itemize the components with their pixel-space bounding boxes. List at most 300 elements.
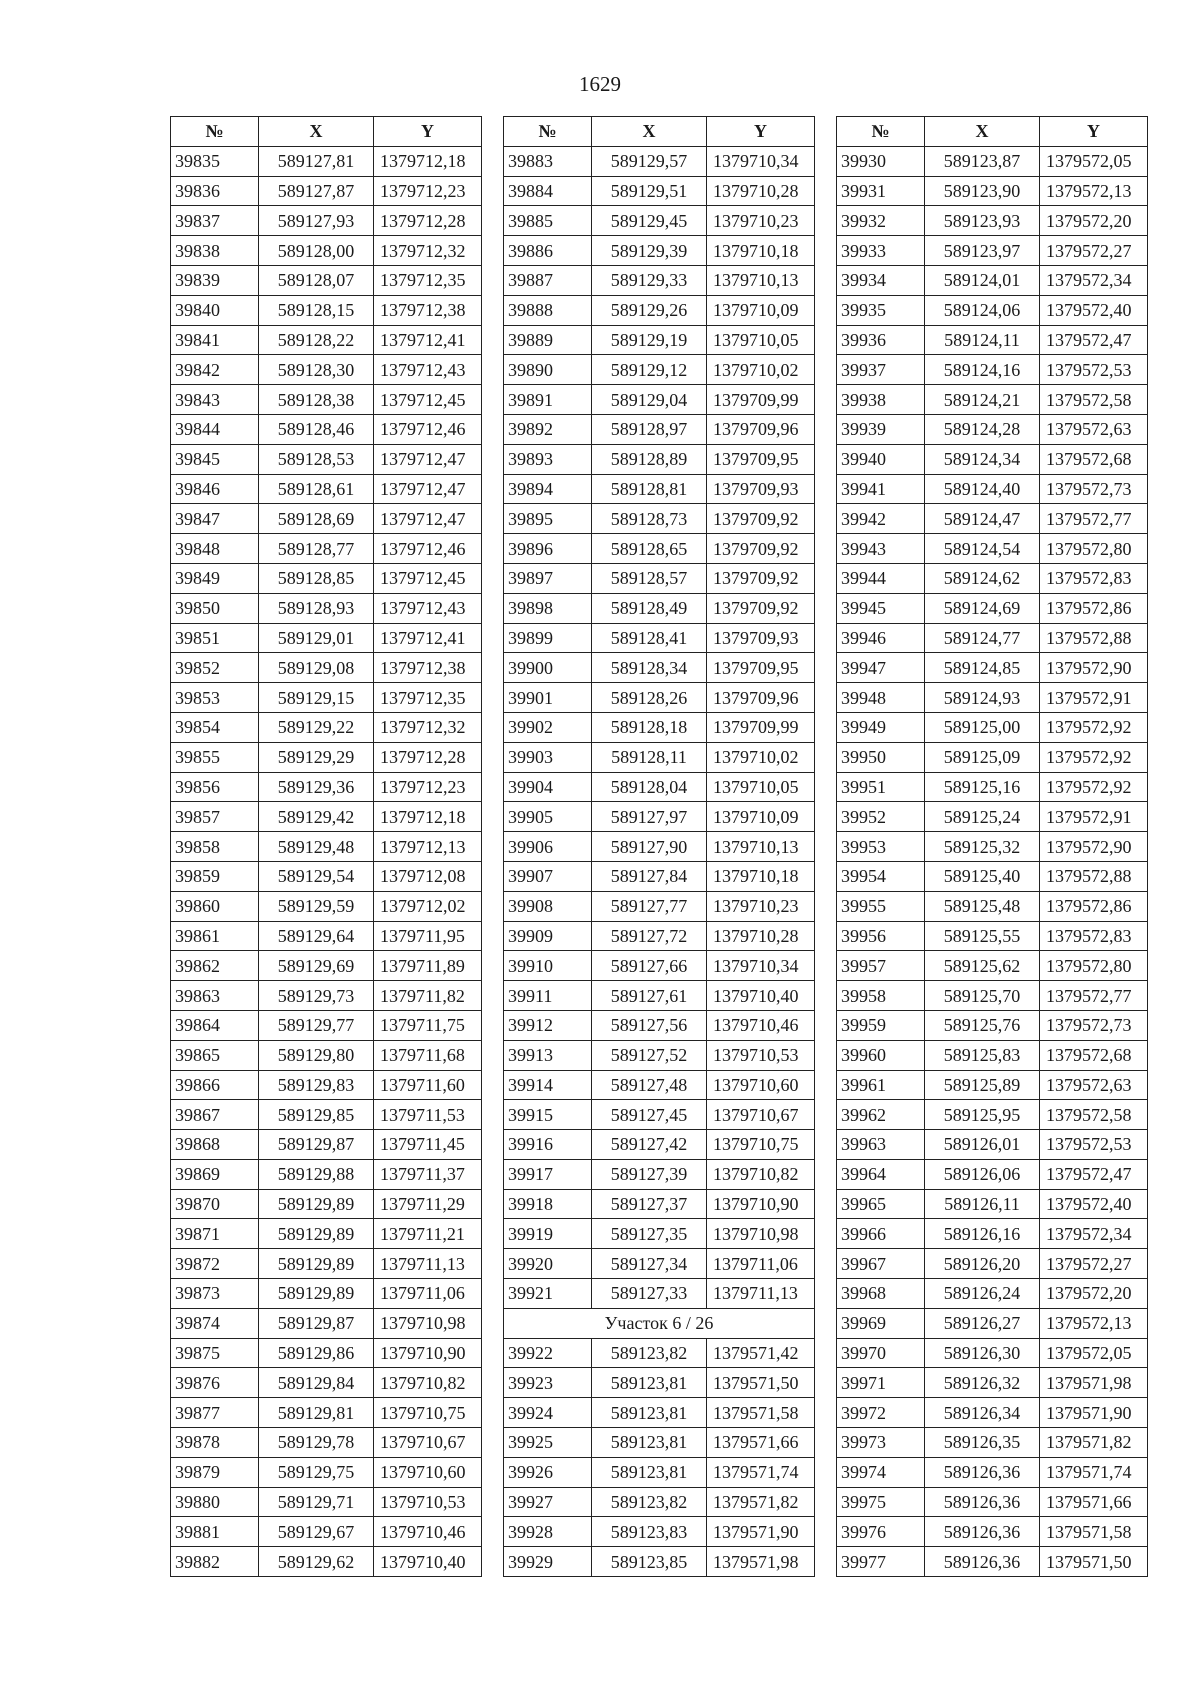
point-number-cell: 39835 xyxy=(171,146,259,176)
table-row xyxy=(837,683,1148,713)
y-coordinate-cell: 1379712,41 xyxy=(374,325,482,355)
table-row xyxy=(837,1070,1148,1100)
point-number-cell: 39875 xyxy=(171,1338,259,1368)
x-coordinate-cell: 589126,01 xyxy=(925,1130,1040,1160)
point-number-cell: 39921 xyxy=(504,1279,592,1309)
y-coordinate-cell: 1379572,92 xyxy=(1040,712,1148,742)
table-row xyxy=(504,1428,815,1458)
y-coordinate-cell: 1379571,58 xyxy=(707,1398,815,1428)
y-coordinate-cell: 1379572,91 xyxy=(1040,683,1148,713)
point-number-cell: 39849 xyxy=(171,563,259,593)
y-coordinate-cell: 1379712,32 xyxy=(374,712,482,742)
point-number-cell: 39941 xyxy=(837,474,925,504)
table-row xyxy=(171,1189,482,1219)
point-number-cell: 39901 xyxy=(504,683,592,713)
y-coordinate-cell: 1379710,09 xyxy=(707,802,815,832)
table-row xyxy=(171,146,482,176)
table-row xyxy=(504,1070,815,1100)
x-coordinate-cell: 589129,87 xyxy=(259,1130,374,1160)
y-coordinate-cell: 1379712,23 xyxy=(374,772,482,802)
table-row xyxy=(504,861,815,891)
y-coordinate-cell: 1379712,28 xyxy=(374,742,482,772)
x-coordinate-cell: 589129,77 xyxy=(259,1010,374,1040)
table-row xyxy=(837,206,1148,236)
table-row xyxy=(837,1368,1148,1398)
point-number-cell: 39845 xyxy=(171,444,259,474)
table-row xyxy=(837,1249,1148,1279)
table-row xyxy=(171,206,482,236)
x-coordinate-cell: 589126,11 xyxy=(925,1189,1040,1219)
x-coordinate-cell: 589123,81 xyxy=(592,1368,707,1398)
x-coordinate-cell: 589128,61 xyxy=(259,474,374,504)
x-coordinate-cell: 589128,22 xyxy=(259,325,374,355)
y-coordinate-cell: 1379711,21 xyxy=(374,1219,482,1249)
y-coordinate-cell: 1379572,58 xyxy=(1040,385,1148,415)
x-coordinate-cell: 589129,78 xyxy=(259,1428,374,1458)
y-coordinate-cell: 1379572,53 xyxy=(1040,355,1148,385)
y-coordinate-cell: 1379710,75 xyxy=(707,1130,815,1160)
table-row xyxy=(504,623,815,653)
table-row xyxy=(171,1457,482,1487)
y-coordinate-cell: 1379572,73 xyxy=(1040,474,1148,504)
table-row xyxy=(837,504,1148,534)
section-label: Участок 6 / 26 xyxy=(504,1308,815,1338)
point-number-cell: 39944 xyxy=(837,563,925,593)
x-coordinate-cell: 589129,80 xyxy=(259,1040,374,1070)
y-coordinate-cell: 1379710,98 xyxy=(707,1219,815,1249)
x-coordinate-cell: 589126,36 xyxy=(925,1457,1040,1487)
x-coordinate-cell: 589125,62 xyxy=(925,951,1040,981)
header-y: Y xyxy=(374,117,482,147)
table-row xyxy=(837,653,1148,683)
point-number-cell: 39950 xyxy=(837,742,925,772)
coordinates-table-3 xyxy=(836,116,1148,1577)
x-coordinate-cell: 589127,42 xyxy=(592,1130,707,1160)
table-row xyxy=(504,1457,815,1487)
table-row xyxy=(171,1130,482,1160)
y-coordinate-cell: 1379711,53 xyxy=(374,1100,482,1130)
x-coordinate-cell: 589127,52 xyxy=(592,1040,707,1070)
point-number-cell: 39919 xyxy=(504,1219,592,1249)
point-number-cell: 39912 xyxy=(504,1010,592,1040)
x-coordinate-cell: 589128,81 xyxy=(592,474,707,504)
point-number-cell: 39873 xyxy=(171,1279,259,1309)
y-coordinate-cell: 1379710,75 xyxy=(374,1398,482,1428)
point-number-cell: 39957 xyxy=(837,951,925,981)
x-coordinate-cell: 589123,90 xyxy=(925,176,1040,206)
x-coordinate-cell: 589127,56 xyxy=(592,1010,707,1040)
header-x: X xyxy=(592,117,707,147)
table-row xyxy=(504,1040,815,1070)
table-row xyxy=(171,1249,482,1279)
x-coordinate-cell: 589124,77 xyxy=(925,623,1040,653)
y-coordinate-cell: 1379709,95 xyxy=(707,444,815,474)
table-row xyxy=(171,1338,482,1368)
point-number-cell: 39857 xyxy=(171,802,259,832)
table-row xyxy=(504,1219,815,1249)
table-row xyxy=(171,1279,482,1309)
y-coordinate-cell: 1379710,18 xyxy=(707,861,815,891)
x-coordinate-cell: 589129,54 xyxy=(259,861,374,891)
table-row xyxy=(171,444,482,474)
y-coordinate-cell: 1379711,06 xyxy=(707,1249,815,1279)
y-coordinate-cell: 1379572,34 xyxy=(1040,1219,1148,1249)
point-number-cell: 39951 xyxy=(837,772,925,802)
y-coordinate-cell: 1379572,47 xyxy=(1040,325,1148,355)
y-coordinate-cell: 1379572,58 xyxy=(1040,1100,1148,1130)
table-row xyxy=(837,1338,1148,1368)
x-coordinate-cell: 589129,36 xyxy=(259,772,374,802)
point-number-cell: 39961 xyxy=(837,1070,925,1100)
y-coordinate-cell: 1379711,95 xyxy=(374,921,482,951)
table-row xyxy=(504,1249,815,1279)
y-coordinate-cell: 1379710,02 xyxy=(707,742,815,772)
point-number-cell: 39874 xyxy=(171,1308,259,1338)
y-coordinate-cell: 1379572,86 xyxy=(1040,593,1148,623)
table-row xyxy=(171,325,482,355)
y-coordinate-cell: 1379571,98 xyxy=(1040,1368,1148,1398)
table-row xyxy=(171,236,482,266)
y-coordinate-cell: 1379712,45 xyxy=(374,563,482,593)
point-number-cell: 39916 xyxy=(504,1130,592,1160)
x-coordinate-cell: 589127,39 xyxy=(592,1159,707,1189)
table-row xyxy=(837,1219,1148,1249)
point-number-cell: 39928 xyxy=(504,1517,592,1547)
x-coordinate-cell: 589128,89 xyxy=(592,444,707,474)
header-number: № xyxy=(171,117,259,147)
header-number: № xyxy=(504,117,592,147)
point-number-cell: 39955 xyxy=(837,891,925,921)
x-coordinate-cell: 589129,08 xyxy=(259,653,374,683)
table-row xyxy=(504,1338,815,1368)
table-row xyxy=(837,832,1148,862)
point-number-cell: 39897 xyxy=(504,563,592,593)
x-coordinate-cell: 589128,69 xyxy=(259,504,374,534)
point-number-cell: 39859 xyxy=(171,861,259,891)
y-coordinate-cell: 1379572,27 xyxy=(1040,236,1148,266)
table-row xyxy=(171,474,482,504)
y-coordinate-cell: 1379712,02 xyxy=(374,891,482,921)
x-coordinate-cell: 589129,26 xyxy=(592,295,707,325)
y-coordinate-cell: 1379572,90 xyxy=(1040,832,1148,862)
x-coordinate-cell: 589128,85 xyxy=(259,563,374,593)
table-row xyxy=(171,1368,482,1398)
table-row xyxy=(504,891,815,921)
point-number-cell: 39868 xyxy=(171,1130,259,1160)
table-row xyxy=(171,176,482,206)
table-row xyxy=(504,146,815,176)
point-number-cell: 39924 xyxy=(504,1398,592,1428)
y-coordinate-cell: 1379572,73 xyxy=(1040,1010,1148,1040)
table-row xyxy=(171,861,482,891)
y-coordinate-cell: 1379572,90 xyxy=(1040,653,1148,683)
point-number-cell: 39876 xyxy=(171,1368,259,1398)
point-number-cell: 39977 xyxy=(837,1547,925,1577)
x-coordinate-cell: 589123,82 xyxy=(592,1338,707,1368)
point-number-cell: 39890 xyxy=(504,355,592,385)
x-coordinate-cell: 589128,57 xyxy=(592,563,707,593)
x-coordinate-cell: 589129,75 xyxy=(259,1457,374,1487)
x-coordinate-cell: 589124,85 xyxy=(925,653,1040,683)
table-row xyxy=(837,1457,1148,1487)
y-coordinate-cell: 1379572,88 xyxy=(1040,623,1148,653)
point-number-cell: 39962 xyxy=(837,1100,925,1130)
point-number-cell: 39930 xyxy=(837,146,925,176)
y-coordinate-cell: 1379572,92 xyxy=(1040,742,1148,772)
y-coordinate-cell: 1379712,18 xyxy=(374,146,482,176)
table-row xyxy=(837,444,1148,474)
point-number-cell: 39975 xyxy=(837,1487,925,1517)
point-number-cell: 39837 xyxy=(171,206,259,236)
header-x: X xyxy=(259,117,374,147)
table-row xyxy=(504,1159,815,1189)
table-row xyxy=(504,355,815,385)
point-number-cell: 39884 xyxy=(504,176,592,206)
y-coordinate-cell: 1379710,05 xyxy=(707,772,815,802)
y-coordinate-cell: 1379571,82 xyxy=(1040,1428,1148,1458)
point-number-cell: 39880 xyxy=(171,1487,259,1517)
x-coordinate-cell: 589129,04 xyxy=(592,385,707,415)
x-coordinate-cell: 589128,07 xyxy=(259,265,374,295)
x-coordinate-cell: 589128,26 xyxy=(592,683,707,713)
x-coordinate-cell: 589128,49 xyxy=(592,593,707,623)
table-row xyxy=(171,742,482,772)
x-coordinate-cell: 589128,97 xyxy=(592,414,707,444)
point-number-cell: 39862 xyxy=(171,951,259,981)
point-number-cell: 39855 xyxy=(171,742,259,772)
x-coordinate-cell: 589126,30 xyxy=(925,1338,1040,1368)
x-coordinate-cell: 589127,35 xyxy=(592,1219,707,1249)
x-coordinate-cell: 589129,12 xyxy=(592,355,707,385)
x-coordinate-cell: 589129,71 xyxy=(259,1487,374,1517)
y-coordinate-cell: 1379710,34 xyxy=(707,951,815,981)
x-coordinate-cell: 589127,90 xyxy=(592,832,707,862)
y-coordinate-cell: 1379711,68 xyxy=(374,1040,482,1070)
y-coordinate-cell: 1379710,13 xyxy=(707,832,815,862)
point-number-cell: 39899 xyxy=(504,623,592,653)
point-number-cell: 39872 xyxy=(171,1249,259,1279)
y-coordinate-cell: 1379712,41 xyxy=(374,623,482,653)
point-number-cell: 39958 xyxy=(837,981,925,1011)
x-coordinate-cell: 589129,88 xyxy=(259,1159,374,1189)
x-coordinate-cell: 589129,64 xyxy=(259,921,374,951)
y-coordinate-cell: 1379572,05 xyxy=(1040,146,1148,176)
y-coordinate-cell: 1379712,47 xyxy=(374,474,482,504)
table-row xyxy=(504,593,815,623)
y-coordinate-cell: 1379709,92 xyxy=(707,563,815,593)
y-coordinate-cell: 1379710,53 xyxy=(374,1487,482,1517)
point-number-cell: 39914 xyxy=(504,1070,592,1100)
y-coordinate-cell: 1379711,13 xyxy=(374,1249,482,1279)
table-row xyxy=(504,1368,815,1398)
table-row xyxy=(171,772,482,802)
x-coordinate-cell: 589126,06 xyxy=(925,1159,1040,1189)
point-number-cell: 39846 xyxy=(171,474,259,504)
x-coordinate-cell: 589128,65 xyxy=(592,534,707,564)
x-coordinate-cell: 589125,48 xyxy=(925,891,1040,921)
point-number-cell: 39939 xyxy=(837,414,925,444)
point-number-cell: 39852 xyxy=(171,653,259,683)
y-coordinate-cell: 1379572,77 xyxy=(1040,981,1148,1011)
y-coordinate-cell: 1379710,60 xyxy=(707,1070,815,1100)
point-number-cell: 39885 xyxy=(504,206,592,236)
x-coordinate-cell: 589127,66 xyxy=(592,951,707,981)
x-coordinate-cell: 589125,09 xyxy=(925,742,1040,772)
point-number-cell: 39932 xyxy=(837,206,925,236)
table-row xyxy=(171,1040,482,1070)
table-row xyxy=(837,921,1148,951)
x-coordinate-cell: 589129,69 xyxy=(259,951,374,981)
table-row xyxy=(837,623,1148,653)
x-coordinate-cell: 589129,89 xyxy=(259,1189,374,1219)
x-coordinate-cell: 589128,30 xyxy=(259,355,374,385)
point-number-cell: 39949 xyxy=(837,712,925,742)
y-coordinate-cell: 1379572,68 xyxy=(1040,1040,1148,1070)
table-row xyxy=(837,176,1148,206)
y-coordinate-cell: 1379572,92 xyxy=(1040,772,1148,802)
table-row xyxy=(837,1428,1148,1458)
point-number-cell: 39902 xyxy=(504,712,592,742)
y-coordinate-cell: 1379712,45 xyxy=(374,385,482,415)
x-coordinate-cell: 589123,81 xyxy=(592,1398,707,1428)
y-coordinate-cell: 1379709,96 xyxy=(707,414,815,444)
table-row xyxy=(171,1547,482,1577)
point-number-cell: 39973 xyxy=(837,1428,925,1458)
y-coordinate-cell: 1379571,58 xyxy=(1040,1517,1148,1547)
table-header-row xyxy=(171,117,482,147)
x-coordinate-cell: 589129,29 xyxy=(259,742,374,772)
table-row xyxy=(837,414,1148,444)
x-coordinate-cell: 589129,59 xyxy=(259,891,374,921)
x-coordinate-cell: 589127,97 xyxy=(592,802,707,832)
y-coordinate-cell: 1379572,53 xyxy=(1040,1130,1148,1160)
x-coordinate-cell: 589124,69 xyxy=(925,593,1040,623)
point-number-cell: 39903 xyxy=(504,742,592,772)
table-row xyxy=(171,1070,482,1100)
x-coordinate-cell: 589127,34 xyxy=(592,1249,707,1279)
x-coordinate-cell: 589127,93 xyxy=(259,206,374,236)
x-coordinate-cell: 589129,89 xyxy=(259,1279,374,1309)
x-coordinate-cell: 589128,73 xyxy=(592,504,707,534)
table-row xyxy=(504,504,815,534)
y-coordinate-cell: 1379710,40 xyxy=(707,981,815,1011)
y-coordinate-cell: 1379572,40 xyxy=(1040,295,1148,325)
point-number-cell: 39970 xyxy=(837,1338,925,1368)
y-coordinate-cell: 1379710,90 xyxy=(374,1338,482,1368)
y-coordinate-cell: 1379712,46 xyxy=(374,534,482,564)
point-number-cell: 39972 xyxy=(837,1398,925,1428)
y-coordinate-cell: 1379571,74 xyxy=(707,1457,815,1487)
x-coordinate-cell: 589127,87 xyxy=(259,176,374,206)
point-number-cell: 39866 xyxy=(171,1070,259,1100)
table-row xyxy=(171,1100,482,1130)
table-row xyxy=(837,1547,1148,1577)
x-coordinate-cell: 589125,40 xyxy=(925,861,1040,891)
point-number-cell: 39935 xyxy=(837,295,925,325)
y-coordinate-cell: 1379572,34 xyxy=(1040,265,1148,295)
header-number: № xyxy=(837,117,925,147)
x-coordinate-cell: 589125,95 xyxy=(925,1100,1040,1130)
point-number-cell: 39917 xyxy=(504,1159,592,1189)
table-row xyxy=(171,504,482,534)
y-coordinate-cell: 1379572,88 xyxy=(1040,861,1148,891)
x-coordinate-cell: 589127,81 xyxy=(259,146,374,176)
x-coordinate-cell: 589128,93 xyxy=(259,593,374,623)
x-coordinate-cell: 589128,18 xyxy=(592,712,707,742)
point-number-cell: 39848 xyxy=(171,534,259,564)
point-number-cell: 39843 xyxy=(171,385,259,415)
y-coordinate-cell: 1379712,43 xyxy=(374,593,482,623)
y-coordinate-cell: 1379712,08 xyxy=(374,861,482,891)
table-row xyxy=(171,385,482,415)
x-coordinate-cell: 589128,41 xyxy=(592,623,707,653)
x-coordinate-cell: 589128,15 xyxy=(259,295,374,325)
coordinates-table-2 xyxy=(503,116,815,1577)
x-coordinate-cell: 589128,38 xyxy=(259,385,374,415)
x-coordinate-cell: 589129,86 xyxy=(259,1338,374,1368)
x-coordinate-cell: 589126,36 xyxy=(925,1517,1040,1547)
x-coordinate-cell: 589123,82 xyxy=(592,1487,707,1517)
point-number-cell: 39967 xyxy=(837,1249,925,1279)
table-row xyxy=(504,385,815,415)
point-number-cell: 39878 xyxy=(171,1428,259,1458)
point-number-cell: 39900 xyxy=(504,653,592,683)
x-coordinate-cell: 589124,93 xyxy=(925,683,1040,713)
point-number-cell: 39959 xyxy=(837,1010,925,1040)
x-coordinate-cell: 589129,67 xyxy=(259,1517,374,1547)
table-row xyxy=(504,1398,815,1428)
point-number-cell: 39915 xyxy=(504,1100,592,1130)
header-x: X xyxy=(925,117,1040,147)
y-coordinate-cell: 1379572,20 xyxy=(1040,1279,1148,1309)
table-row xyxy=(837,534,1148,564)
table-row xyxy=(837,385,1148,415)
point-number-cell: 39882 xyxy=(171,1547,259,1577)
page-number: 1629 xyxy=(579,72,621,96)
point-number-cell: 39894 xyxy=(504,474,592,504)
x-coordinate-cell: 589128,34 xyxy=(592,653,707,683)
x-coordinate-cell: 589128,04 xyxy=(592,772,707,802)
point-number-cell: 39850 xyxy=(171,593,259,623)
table-row xyxy=(171,414,482,444)
point-number-cell: 39933 xyxy=(837,236,925,266)
point-number-cell: 39886 xyxy=(504,236,592,266)
y-coordinate-cell: 1379709,92 xyxy=(707,593,815,623)
point-number-cell: 39883 xyxy=(504,146,592,176)
y-coordinate-cell: 1379712,32 xyxy=(374,236,482,266)
x-coordinate-cell: 589129,62 xyxy=(259,1547,374,1577)
y-coordinate-cell: 1379712,18 xyxy=(374,802,482,832)
table-row xyxy=(504,921,815,951)
table-row xyxy=(837,355,1148,385)
y-coordinate-cell: 1379571,50 xyxy=(1040,1547,1148,1577)
table-row xyxy=(837,1398,1148,1428)
point-number-cell: 39853 xyxy=(171,683,259,713)
table-row xyxy=(171,623,482,653)
table-row xyxy=(504,1279,815,1309)
x-coordinate-cell: 589129,84 xyxy=(259,1368,374,1398)
y-coordinate-cell: 1379709,99 xyxy=(707,712,815,742)
x-coordinate-cell: 589129,42 xyxy=(259,802,374,832)
table-row xyxy=(171,1308,482,1338)
table-row xyxy=(837,1189,1148,1219)
point-number-cell: 39960 xyxy=(837,1040,925,1070)
x-coordinate-cell: 589129,81 xyxy=(259,1398,374,1428)
table-row xyxy=(171,1159,482,1189)
point-number-cell: 39864 xyxy=(171,1010,259,1040)
y-coordinate-cell: 1379709,93 xyxy=(707,623,815,653)
y-coordinate-cell: 1379572,86 xyxy=(1040,891,1148,921)
